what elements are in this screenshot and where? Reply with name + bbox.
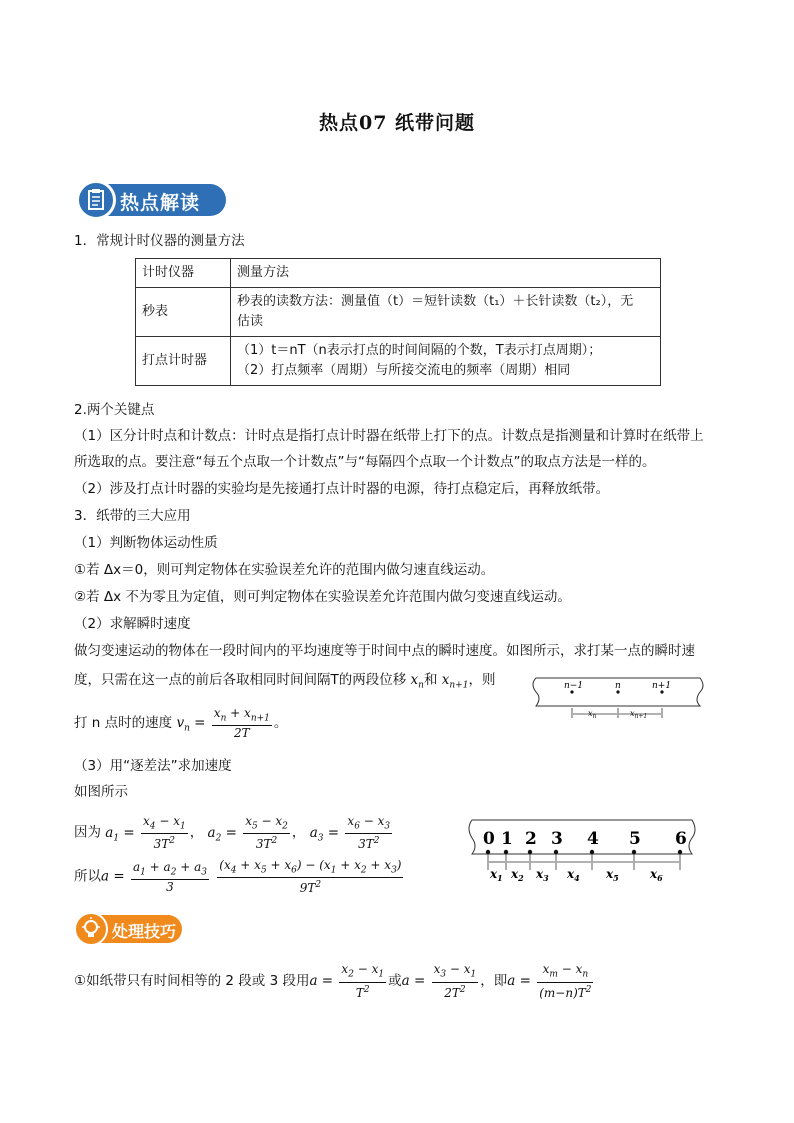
tape-point-label: 2 xyxy=(525,829,537,849)
clipboard-icon xyxy=(76,180,116,220)
formula-fraction: $\frac{x_6 - x_3}{3T^2}$ xyxy=(347,814,391,852)
banner-label: 处理技巧 xyxy=(112,922,177,941)
formula-fraction: $\frac{(x_4 + x_5 + x_6) - (x_1 + x_2 + x_3)}{9T^2}$ xyxy=(219,858,402,896)
cell-line: （1）t＝nT（n表示打点的时间间隔的个数，T表示打点周期）； xyxy=(237,343,602,358)
segment-label: $x_5$ xyxy=(606,867,619,883)
table-row xyxy=(136,337,661,386)
segment-label: $x_1$ xyxy=(490,867,503,883)
table-cell: 秒表 xyxy=(136,288,231,337)
banner-hotspot-reading xyxy=(76,180,236,220)
cell-line: （2）打点频率（周期）与所接交流电的频率（周期）相同 xyxy=(237,363,571,378)
tape-label: n xyxy=(615,681,621,691)
text: 和 xyxy=(423,672,438,688)
banner-processing-tips xyxy=(74,912,184,946)
paragraph xyxy=(74,670,495,696)
tape-point xyxy=(554,850,558,854)
formula-fraction: $\frac{x_m - x_n}{(m-n)T^2}$ xyxy=(539,962,592,1000)
formula-fraction: $\frac{x_2 - x_1}{T^2}$ xyxy=(341,962,385,1000)
tape-point xyxy=(486,850,490,854)
tape-point-label: 6 xyxy=(675,829,687,849)
paragraph: ①若 Δx＝0，则可判定物体在实验误差允许的范围内做匀速直线运动。 xyxy=(74,562,495,578)
tape-point xyxy=(528,850,532,854)
banner-label: 热点解读 xyxy=(120,192,201,214)
formula-fraction: $\frac{x_5 - x_2}{3T^2}$ xyxy=(245,814,288,852)
table-cell: 计时仪器 xyxy=(136,259,231,288)
cell-line: 估读 xyxy=(237,314,264,329)
table-cell xyxy=(231,288,661,337)
segment-label: $x_6$ xyxy=(650,867,663,883)
tape-point-label: 1 xyxy=(501,829,513,849)
formula-line: 所以a = $\frac{a_1 + a_2 + a_3}{3}$ $\frac{(x_4 + x_5 + x_6) - (x_1 + x_2 + x_3)}{9T^2}$ xyxy=(74,858,402,896)
paragraph: 做匀变速运动的物体在一段时间内的平均速度等于时间中点的瞬时速度。如图所示，求打某一点的瞬时速 xyxy=(74,643,695,659)
segment-label: $x_4$ xyxy=(567,867,580,883)
tape-label: n−1 xyxy=(564,681,584,691)
formula-line: ①如纸带只有时间相等的 2 段或 3 段用a = $\frac{x_2 - x_1}{T^2}$ 或a = $\frac{x_3 - x_1}{2T^2}$ ，即a = $\frac{x_m - x_n}{(m-n)T^2}$ xyxy=(74,962,592,1000)
text: ①如纸带只有时间相等的 2 段或 3 段用 xyxy=(74,973,310,989)
text: 或 xyxy=(388,973,402,989)
subheading: （3）用“逐差法”求加速度 xyxy=(74,758,232,774)
tape-point-label: 4 xyxy=(587,829,599,849)
subheading: （1）判断物体运动性质 xyxy=(74,535,218,551)
tape-diagram-2 xyxy=(466,816,702,884)
formula-fraction: $\frac{x_4 - x_1}{3T^2}$ xyxy=(143,814,186,852)
paragraph: （1）区分计时点和计数点：计时点是指打点计时器在纸带上打下的点。计数点是指测量和计算时在纸带上 xyxy=(74,428,704,444)
tape-point xyxy=(504,850,508,854)
measurement-table xyxy=(135,258,661,386)
subheading: （2）求解瞬时速度 xyxy=(74,616,191,632)
table-cell xyxy=(231,337,661,386)
table-cell: 测量方法 xyxy=(231,259,661,288)
formula-fraction: $\frac{a_1 + a_2 + a_3}{3}$ xyxy=(132,859,207,894)
formula-fraction: $\frac{x_n + x_{n+1}}{2T}$ xyxy=(213,706,270,741)
tape-point xyxy=(632,850,636,854)
formula-fraction: $\frac{x_3 - x_1}{2T^2}$ xyxy=(433,962,477,1000)
math: $x_{n+1}$ xyxy=(441,672,469,691)
math: $x_n$ xyxy=(410,672,424,691)
tape-point xyxy=(590,850,594,854)
tape-point-label: 0 xyxy=(483,829,495,849)
paragraph: 所选取的点。要注意“每五个点取一个计数点”与“每隔四个点取一个计数点”的取点方法是一样的。 xyxy=(74,454,656,470)
tape-point xyxy=(678,850,682,854)
text: 所以 xyxy=(74,868,101,885)
table-header-row xyxy=(136,259,661,288)
table-row xyxy=(136,288,661,337)
section-3-heading: 3．纸带的三大应用 xyxy=(74,508,191,524)
section-1-heading: 1．常规计时仪器的测量方法 xyxy=(74,233,245,249)
segment-label: $x_2$ xyxy=(511,867,524,883)
paragraph: 打 n 点时的速度 $v_n$ = $\frac{x_n + x_{n+1}}{2T}$ 。 xyxy=(74,706,288,741)
tape-point-label: 3 xyxy=(551,829,563,849)
text: ，则 xyxy=(468,672,496,688)
paragraph: （2）涉及打点计时器的实验均是先接通打点计时器的电源，待打点稳定后，再释放纸带。 xyxy=(74,481,610,497)
segment-label: $x_{n+1}$ xyxy=(630,709,648,720)
math: $v_n$ = xyxy=(176,715,206,734)
paragraph: 如图所示 xyxy=(74,784,128,800)
text: 打 n 点时的速度 xyxy=(74,715,173,732)
lightbulb-icon xyxy=(74,912,108,946)
text: ，即 xyxy=(480,973,508,989)
page-title: 热点07 纸带问题 xyxy=(318,112,476,134)
tape-point-label: 5 xyxy=(629,829,641,849)
text: 度，只需在这一点的前后各取相同时间间隔T的两段位移 xyxy=(74,672,407,688)
tape-label: n+1 xyxy=(652,681,672,691)
section-2-heading: 2.两个关键点 xyxy=(74,402,155,418)
table-cell: 打点计时器 xyxy=(136,337,231,386)
segment-label: $x_n$ xyxy=(588,709,597,720)
cell-line: 秒表的读数方法：测量值（t）＝短针读数（t₁）＋长针读数（t₂），无 xyxy=(237,294,634,309)
paragraph: ②若 Δx 不为零且为定值，则可判定物体在实验误差允许范围内做匀变速直线运动。 xyxy=(74,589,571,605)
text: 因为 xyxy=(74,824,101,841)
segment-label: $x_3$ xyxy=(536,867,549,883)
tape-diagram-1 xyxy=(532,672,712,724)
formula-line: 因为 $a_1$ = $\frac{x_4 - x_1}{3T^2}$ ， $a_2$ = $\frac{x_5 - x_2}{3T^2}$ ， $a_3$ = $\frac{x_6 - x_3}{3T^2}$ xyxy=(74,814,391,852)
